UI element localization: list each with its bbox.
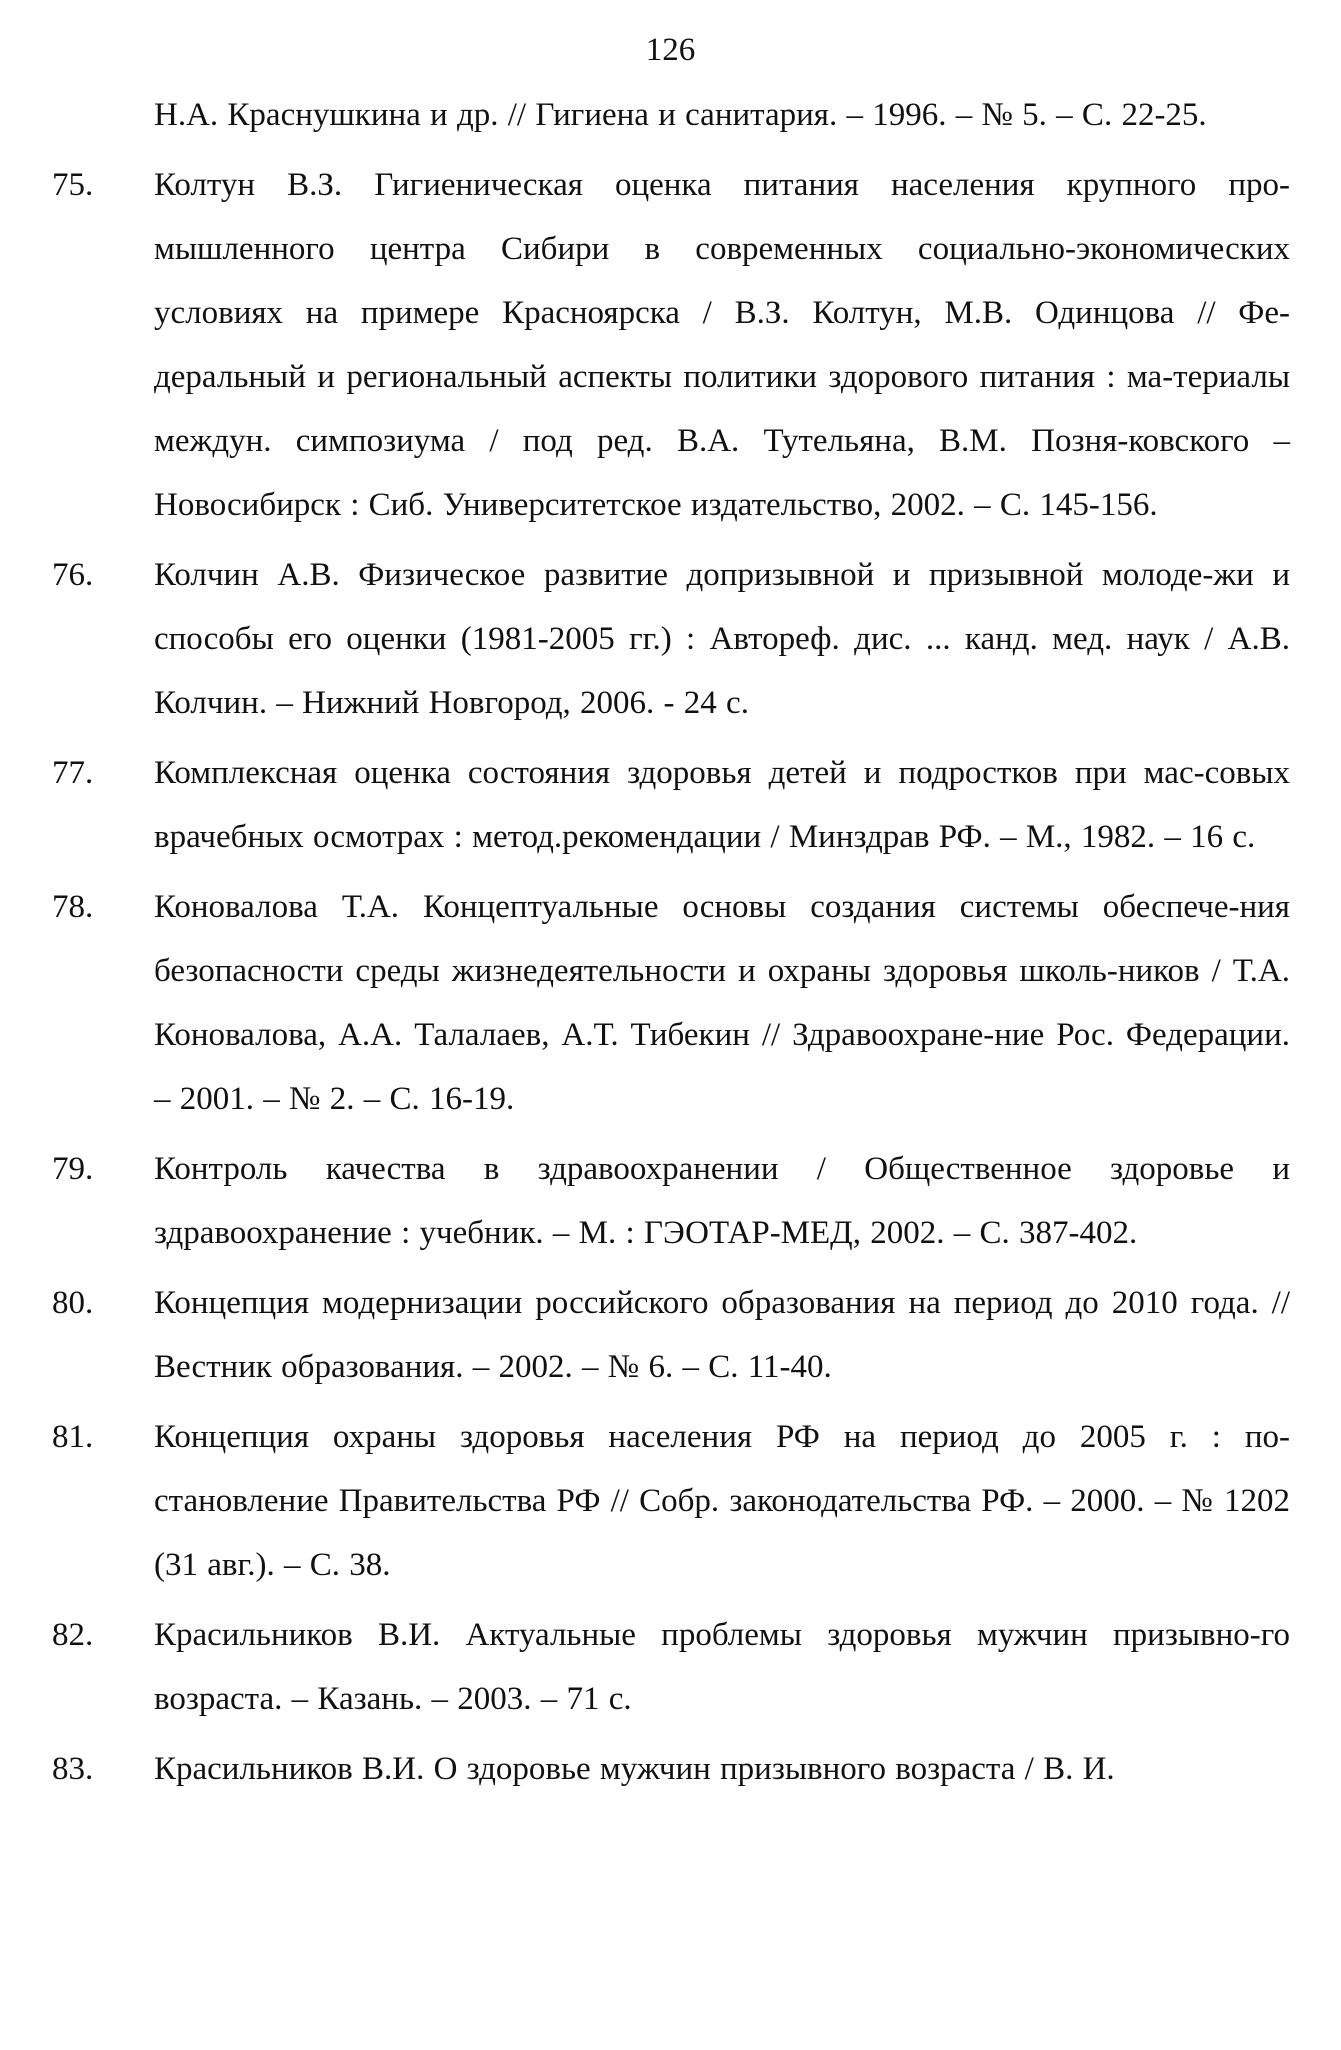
reference-text: Красильников В.И. Актуальные проблемы здоровья мужчин призывно-го возраста. – Казань. – 2003. – 71 с. <box>154 1617 1290 1717</box>
reference-number: 75. <box>52 167 94 203</box>
reference-entry-75 <box>52 153 1290 537</box>
reference-number: 83. <box>52 1751 94 1787</box>
reference-entry-continued <box>52 83 1290 147</box>
reference-text: Колчин А.В. Физическое развитие допризывной и призывной молоде-жи и способы его оценки (1981-2005 гг.) : Автореф. дис. ... канд. мед. наук / А.В. Колчин. – Нижний Новгород, 2006. - 24 с. <box>154 557 1290 721</box>
reference-text: Концепция модернизации российского образования на период до 2010 года. // Вестник образования. – 2002. – № 6. – С. 11-40. <box>154 1285 1290 1385</box>
reference-entry-83 <box>52 1737 1290 1801</box>
reference-entry-82 <box>52 1603 1290 1731</box>
reference-entry-76 <box>52 543 1290 735</box>
reference-entry-77 <box>52 741 1290 869</box>
reference-text: Колтун В.З. Гигиеническая оценка питания населения крупного про-мышленного центра Сибири в современных социально-экономических условиях на примере Красноярска / В.З. Колтун, М.В. Одинцова // Фе-деральный и региональный аспекты политики здорового питания : ма-териалы междун. симпозиума / под ред. В.А. Тутельяна, В.М. Позня-ковского – Новосибирск : Сиб. Университетское издательство, 2002. – С. 145-156. <box>154 167 1290 523</box>
reference-entry-78 <box>52 875 1290 1131</box>
reference-text: Н.А. Краснушкина и др. // Гигиена и санитария. – 1996. – № 5. – С. 22-25. <box>154 97 1207 133</box>
page-number: 126 <box>645 32 696 68</box>
reference-text: Концепция охраны здоровья населения РФ на период до 2005 г. : по-становление Правительства РФ // Собр. законодательства РФ. – 2000. – № 1202 (31 авг.). – С. 38. <box>154 1419 1290 1583</box>
reference-number: 82. <box>52 1617 94 1653</box>
reference-text: Коновалова Т.А. Концептуальные основы создания системы обеспече-ния безопасности среды жизнедеятельности и охраны здоровья школь-ников / Т.А. Коновалова, А.А. Талалаев, А.Т. Тибекин // Здравоохране-ние Рос. Федерации. – 2001. – № 2. – С. 16-19. <box>154 889 1290 1117</box>
reference-number: 79. <box>52 1151 94 1187</box>
reference-number: 81. <box>52 1419 94 1455</box>
reference-list <box>52 83 1290 1807</box>
reference-number: 77. <box>52 755 94 791</box>
reference-entry-79 <box>52 1137 1290 1265</box>
reference-entry-80 <box>52 1271 1290 1399</box>
reference-text: Красильников В.И. О здоровье мужчин призывного возраста / В. И. <box>154 1751 1115 1787</box>
reference-number: 80. <box>52 1285 94 1321</box>
reference-number: 76. <box>52 557 94 593</box>
reference-text: Контроль качества в здравоохранении / Общественное здоровье и здравоохранение : учебник. – М. : ГЭОТАР-МЕД, 2002. – С. 387-402. <box>154 1151 1290 1251</box>
reference-number: 78. <box>52 889 94 925</box>
reference-entry-81 <box>52 1405 1290 1597</box>
reference-text: Комплексная оценка состояния здоровья детей и подростков при мас-совых врачебных осмотрах : метод.рекомендации / Минздрав РФ. – М., 1982. – 16 с. <box>154 755 1290 855</box>
